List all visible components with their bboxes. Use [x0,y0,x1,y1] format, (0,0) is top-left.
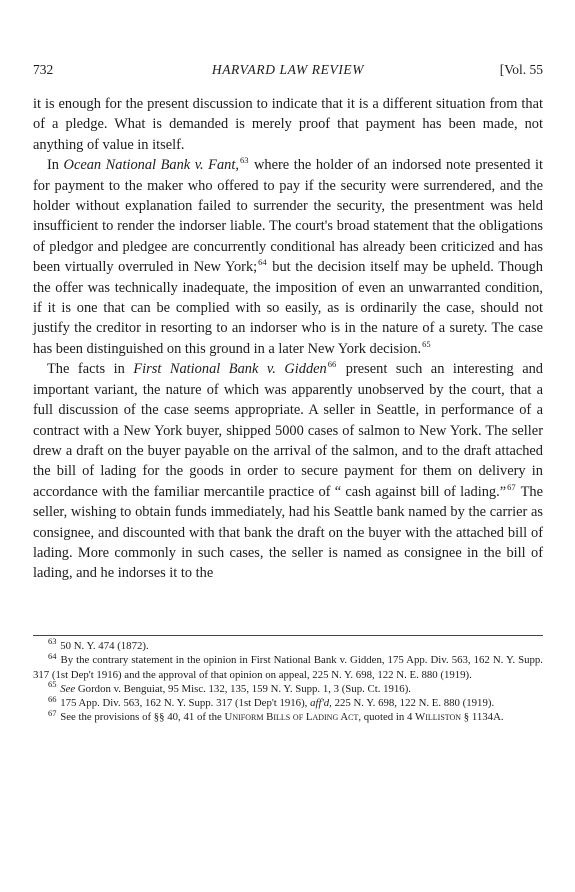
footnote-text: Gordon v. Benguiat, 95 Misc. 132, 135, 159 N. Y. Supp. 1, 3 (Sup. Ct. 1916). [75,682,411,695]
footnote-number: 66 [48,693,57,704]
running-header [33,62,543,84]
paragraph-1-text: it is enough for the present discussion to indicate that it is a different situation from that of a pledge. What is demanded is merely proof that payment has been made, not anything of value in itself. [33,96,543,153]
paragraph-1 [33,94,543,155]
case-name-first-national-bank: First National Bank v. Gidden [133,361,327,378]
statute-name: Uniform Bills of Lading Act [224,711,359,724]
footnote-66 [33,693,543,710]
footnote-ref-65: 65 [422,339,431,350]
body-text [33,94,543,584]
footnote-number: 64 [48,650,57,661]
signal-see: See [60,682,76,695]
footnote-ref-63: 63 [239,155,249,166]
footnote-number: 63 [48,636,57,647]
paragraph-3-text-c: The seller, wishing to obtain funds immediately, had his Seattle bank named by the carrier as consignee, and discounted with that bank the draft on the buyer with the attached bill of lading. More commonly in such cases, the seller is named as consignee in the bill of lading, and he indorses it to the [33,483,543,582]
footnote-63 [33,636,543,653]
paragraph-2-text-c: but the decision itself may be upheld. Though the offer was technically inadequate, the imposition of even an unwarranted condition, if it is one that can be complied with so easily, as is ordinarily the case, should not justify the creditor in resorting to an indorser who is in the nature of a surety. The case has been distinguished on this ground in a later New York decision. [33,259,543,357]
paragraph-2 [33,155,543,359]
footnote-64 [33,650,543,682]
footnote-text: By the contrary statement in the opinion in First National Bank v. Gidden, 175 App. Div. 563, 162 N. Y. Supp. 317 (1st Dep't 1916) and the approval of that opinion on appeal, 225 N. Y. 698, 122 N. E. 880 (1919). [33,654,543,681]
paragraph-3 [33,359,543,583]
footnote-text: 175 App. Div. 563, 162 N. Y. Supp. 317 (1st Dep't 1916), [57,697,311,710]
signal-affd: aff'd, [310,697,332,710]
footnote-ref-67: 67 [507,481,516,492]
footnote-65 [33,679,543,696]
footnote-text: 225 N. Y. 698, 122 N. E. 880 (1919). [331,697,495,710]
footnote-divider [33,635,543,636]
footnote-text: 50 N. Y. 474 (1872). [57,640,149,652]
footnote-text: See the provisions of §§ 40, 41 of the [57,711,225,724]
journal-title: HARVARD LAW REVIEW [211,62,365,77]
treatise-author: Williston [415,711,462,724]
footnote-ref-64: 64 [258,257,267,268]
paragraph-2-text-b: where the holder of an indorsed note presented it for payment to the maker who offered to pay if the security were surrendered, and the holder without explanation failed to surrender the security, the presentment was held insufficient to render the indorser liable. The court's broad statement that the obligations of pledgor and pledgee are concurrently conditional has already been criticized and has been virtually overruled in New York; [33,157,543,276]
footnote-text: § 1134A. [461,711,504,724]
footnote-text: , quoted in 4 [358,711,416,724]
case-name-ocean-national-bank: Ocean National Bank v. Fant, [63,157,239,174]
paragraph-3-text-a: The facts in [47,361,134,378]
footnote-67 [33,707,543,724]
paragraph-2-text-a: In [47,157,64,174]
volume-label: [Vol. 55 [499,62,543,77]
paragraph-3-text-b: present such an interesting and important variant, the nature of which was apparently unobserved by the court, that a full discussion of the case seems appropriate. A seller in Seattle, in performance of a contract with a New York buyer, shipped 5000 cases of salmon to New York. The seller drew a draft on the buyer payable on the arrival of the salmon, and to the draft attached the bill of lading for the goods in order to secure payment for them on delivery in accordance with the familiar mercantile practice of “ cash against bill of lading.” [33,361,543,500]
footnote-number: 67 [48,707,57,718]
page-number: 732 [33,62,54,77]
footnote-number: 65 [48,679,57,690]
footnote-ref-66: 66 [327,359,337,370]
footnotes [33,636,543,725]
